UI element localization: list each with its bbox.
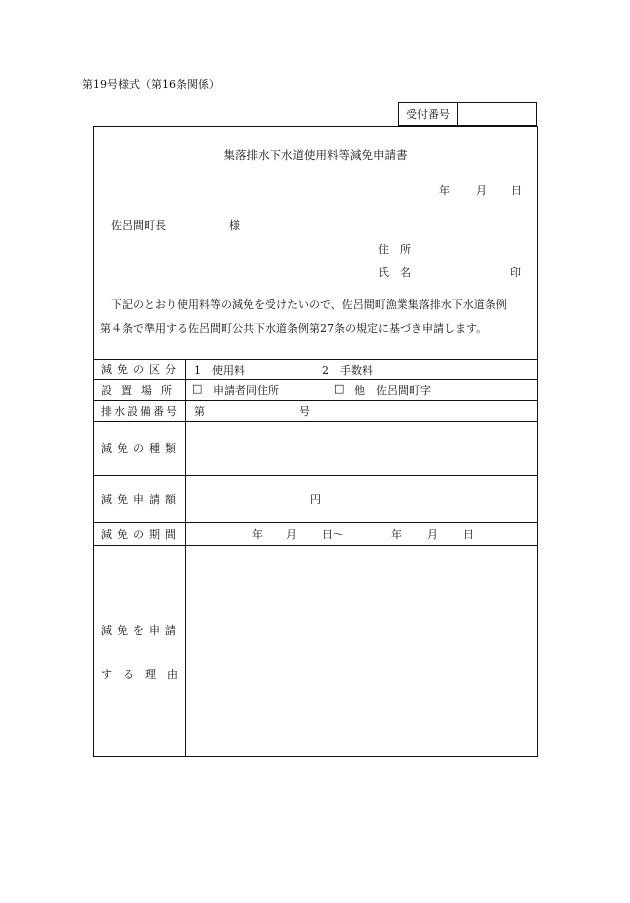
period-start-day: 日〜 bbox=[322, 528, 344, 541]
type-label-text: 減免の種類 bbox=[101, 442, 181, 455]
row-location bbox=[94, 379, 537, 401]
type-field[interactable] bbox=[186, 421, 537, 475]
seal-mark: 印 bbox=[510, 266, 521, 279]
date-day-label: 日 bbox=[511, 184, 522, 197]
period-start-year: 年 bbox=[252, 528, 263, 541]
reason-label-line-1: 減免を申請 bbox=[101, 624, 181, 637]
facility-number-suffix: 号 bbox=[299, 405, 310, 418]
address-label: 住 所 bbox=[378, 243, 411, 256]
period-end-year: 年 bbox=[391, 528, 402, 541]
period-end-day: 日 bbox=[463, 528, 474, 541]
reason-field[interactable] bbox=[186, 545, 537, 756]
reason-label-line-2: する理由 bbox=[101, 668, 189, 681]
row-reason bbox=[94, 545, 537, 756]
application-form bbox=[93, 126, 538, 757]
date-month-label: 月 bbox=[476, 184, 487, 197]
statement-line-2: 第４条で準用する佐呂間町公共下水道条例第27条の規定に基づき申請します。 bbox=[100, 322, 488, 335]
row-type bbox=[94, 421, 537, 476]
period-start-month: 月 bbox=[286, 528, 297, 541]
row-category bbox=[94, 359, 537, 380]
category-label-text: 減免の区分 bbox=[101, 363, 181, 376]
period-label-text: 減免の期間 bbox=[101, 527, 181, 541]
addressee: 佐呂間町長 bbox=[111, 219, 166, 232]
category-option-fee[interactable]: 1 使用料 bbox=[194, 364, 245, 377]
receipt-number-label: 受付番号 bbox=[399, 103, 458, 125]
location-option-same: 申請者同住所 bbox=[213, 384, 279, 397]
row-amount bbox=[94, 475, 537, 523]
location-checkbox-same[interactable]: □ bbox=[192, 382, 203, 395]
location-checkbox-other[interactable]: □ bbox=[334, 382, 345, 395]
location-option-other: 他 佐呂間町字 bbox=[354, 384, 431, 397]
statement-line-1: 下記のとおり使用料等の減免を受けたいので、佐呂間町漁業集落排水下水道条例 bbox=[111, 298, 507, 311]
receipt-number-box bbox=[398, 102, 537, 126]
amount-unit: 円 bbox=[310, 493, 321, 506]
row-facility-number bbox=[94, 400, 537, 422]
receipt-number-field[interactable] bbox=[458, 103, 536, 125]
form-header bbox=[94, 127, 537, 360]
document-title: 集落排水下水道使用料等減免申請書 bbox=[223, 148, 408, 162]
period-end-month: 月 bbox=[427, 528, 438, 541]
honorific: 様 bbox=[229, 219, 240, 232]
facility-number-prefix: 第 bbox=[194, 405, 205, 418]
category-label bbox=[101, 361, 179, 377]
amount-label-text: 減免申請額 bbox=[101, 492, 181, 506]
location-label-text: 設置場所 bbox=[101, 383, 181, 397]
name-label: 氏 名 bbox=[378, 266, 411, 279]
row-period bbox=[94, 522, 537, 546]
date-year-label: 年 bbox=[439, 184, 450, 197]
form-number: 第19号様式（第16条関係） bbox=[82, 78, 220, 91]
category-option-charge[interactable]: 2 手数料 bbox=[322, 364, 373, 377]
amount-field[interactable] bbox=[186, 475, 537, 522]
facility-number-label-text: 排水設備番号 bbox=[101, 404, 179, 418]
form-rows bbox=[94, 359, 537, 756]
